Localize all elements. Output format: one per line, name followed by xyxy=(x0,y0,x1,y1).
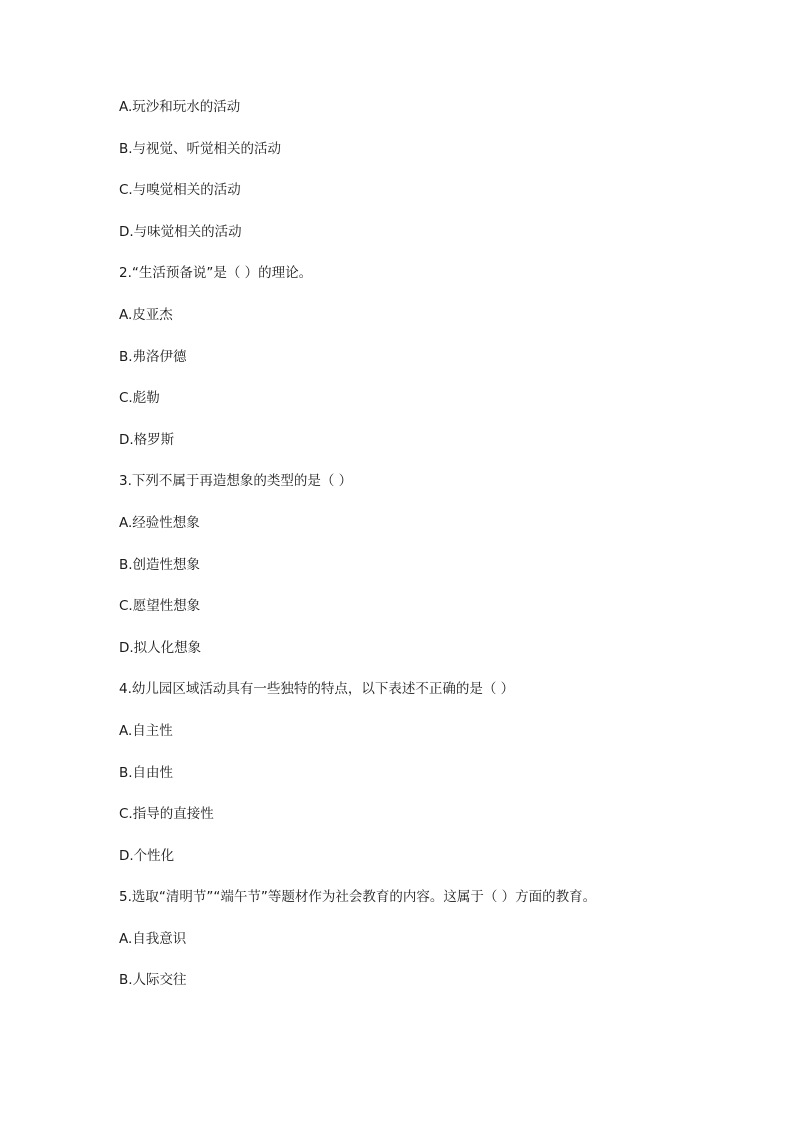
option-line: A.经验性想象 xyxy=(119,514,200,531)
option-line: C.指导的直接性 xyxy=(119,806,214,823)
option-line: A.玩沙和玩水的活动 xyxy=(119,99,241,115)
option-line: C.与嗅觉相关的活动 xyxy=(119,182,241,199)
option-line: B.人际交往 xyxy=(119,972,187,989)
option-line: B.与视觉、听觉相关的活动 xyxy=(119,140,282,157)
option-line: C.彪勒 xyxy=(119,390,160,407)
question-stem: 5.选取“清明节”“端午节”等题材作为社会教育的内容。这属于（ ）方面的教育。 xyxy=(119,889,597,906)
option-line: D.与味觉相关的活动 xyxy=(119,223,242,240)
question-stem: 3.下列不属于再造想象的类型的是（ ） xyxy=(119,473,353,490)
option-line: D.拟人化想象 xyxy=(119,639,202,656)
option-line: D.格罗斯 xyxy=(119,431,175,448)
option-line: C.愿望性想象 xyxy=(119,598,201,615)
question-stem: 4.幼儿园区域活动具有一些独特的特点，以下表述不正确的是（ ） xyxy=(119,681,515,698)
question-list xyxy=(119,96,679,1011)
option-line: A.皮亚杰 xyxy=(119,306,173,323)
question-stem: 2.“生活预备说”是（ ）的理论。 xyxy=(119,265,313,282)
option-line: B.自由性 xyxy=(119,764,174,781)
option-line: B.创造性想象 xyxy=(119,556,201,573)
option-line: B.弗洛伊德 xyxy=(119,348,187,365)
option-line: A.自我意识 xyxy=(119,930,187,947)
option-line: D.个性化 xyxy=(119,847,175,864)
option-line: A.自主性 xyxy=(119,722,173,739)
